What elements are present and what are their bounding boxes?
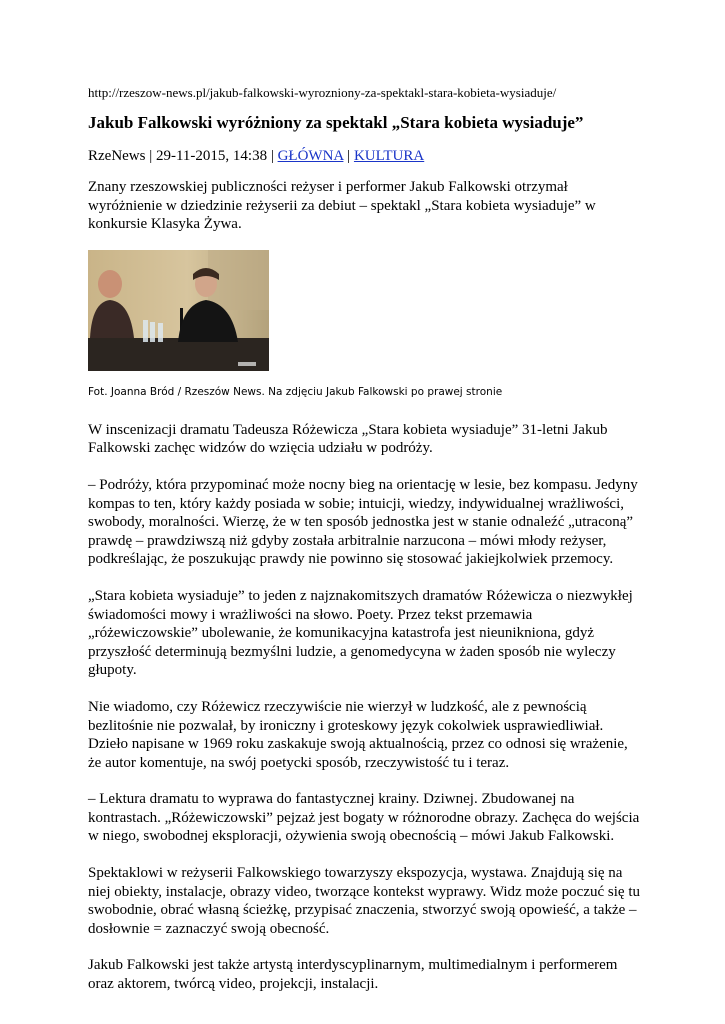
paragraph-5: – Lektura dramatu to wyprawa do fantastycznej krainy. Dziwnej. Zbudowanej na kontrastach. „Różewiczowski” pejzaż jest bogaty w różnorodne obrazy. Zachęca do wejścia w niego, swobodnej eksploracji, ożywienia swoją obecnością – mówi Jakub Falkowski. <box>88 791 640 845</box>
meta-prefix: RzeNews | 29-11-2015, 14:38 | <box>88 148 278 164</box>
article-lead: Znany rzeszowskiej publiczności reżyser i performer Jakub Falkowski otrzymał wyróżnienie w dziedzinie reżyserii za debiut – spektakl „Stara kobieta wysiaduje” w konkursie Klasyka Żywa. <box>88 179 596 233</box>
source-url: http://rzeszow-news.pl/jakub-falkowski-wyrozniony-za-spektakl-stara-kobieta-wysiaduje/ <box>88 85 557 100</box>
paragraph-2: – Podróży, która przypominać może nocny bieg na orientację w lesie, bez kompasu. Jedyny kompas to ten, który każdy posiada w sobie; intuicji, wiedzy, indywidualnej wrażliwości, swobody, moralności. Wierzę, że w ten sposób jednostka jest w stanie odnaleźć „utraconą” prawdę – prawdziwszą niż gdyby została arbitralnie narzucona – mówi młody reżyser, podkreślając, że poszukując prawdy nie powinno się stosować jakiejkolwiek przemocy. <box>88 476 638 568</box>
paragraph-7: Jakub Falkowski jest także artystą interdyscyplinarnym, multimedialnym i performerem oraz aktorem, twórcą video, projekcji, instalacji. <box>88 957 618 993</box>
article-title: Jakub Falkowski wyróżniony za spektakl „Stara kobieta wysiaduje” <box>88 113 584 132</box>
article-meta <box>88 146 640 166</box>
paragraph-4: Nie wiadomo, czy Różewicz rzeczywiście nie wierzył w ludzkość, ale z pewnością bezlitośnie nie pozwalał, by ironiczny i groteskowy język cokolwiek usprawiedliwiał. Dzieło napisane w 1969 roku zaskakuje swoją aktualnością, przez co odnosi się wrażenie, że autor komentuje, na swój poetycki sposób, rzeczywistość tu i teraz. <box>88 698 628 771</box>
photo-caption: Fot. Joanna Bród / Rzeszów News. Na zdjęciu Jakub Falkowski po prawej stronie <box>88 385 503 398</box>
paragraph-1: W inscenizacji dramatu Tadeusza Różewicza „Stara kobieta wysiaduje” 31-letni Jakub Falkowski zachęc widzów do wzięcia udziału w podróży. <box>88 421 608 457</box>
paragraph-3: „Stara kobieta wysiaduje” to jeden z najznakomitszych dramatów Różewicza o niezwykłej świadomości mowy i wrażliwości na słowo. Poety. Przez tekst przemawia „różewiczowskie” ubolewanie, że komunikacyjna katastrofa jest nieunikniona, gdyż przyszłość determinują bezmyślni ludzie, a genomedycyna w żaden sposób nie wyleczy głupoty. <box>88 587 633 679</box>
photo-image <box>88 250 269 371</box>
category-link-kultura[interactable]: KULTURA <box>353 148 425 164</box>
category-link-glowna[interactable]: GŁÓWNA <box>277 148 344 164</box>
paragraph-6: Spektaklowi w reżyserii Falkowskiego towarzyszy ekspozycja, wystawa. Znajdują się na niej obiekty, instalacje, obrazy video, tworzące kontekst wyprawy. Widz może poczuć się tu swobodnie, obrać własną ścieżkę, przypisać znaczenia, stworzyć swoją opowieść, a także – dosłownie = zaznaczyć swoją obecność. <box>88 865 640 937</box>
article-photo <box>88 250 269 371</box>
meta-separator: | <box>343 148 354 164</box>
document-page <box>88 84 640 994</box>
